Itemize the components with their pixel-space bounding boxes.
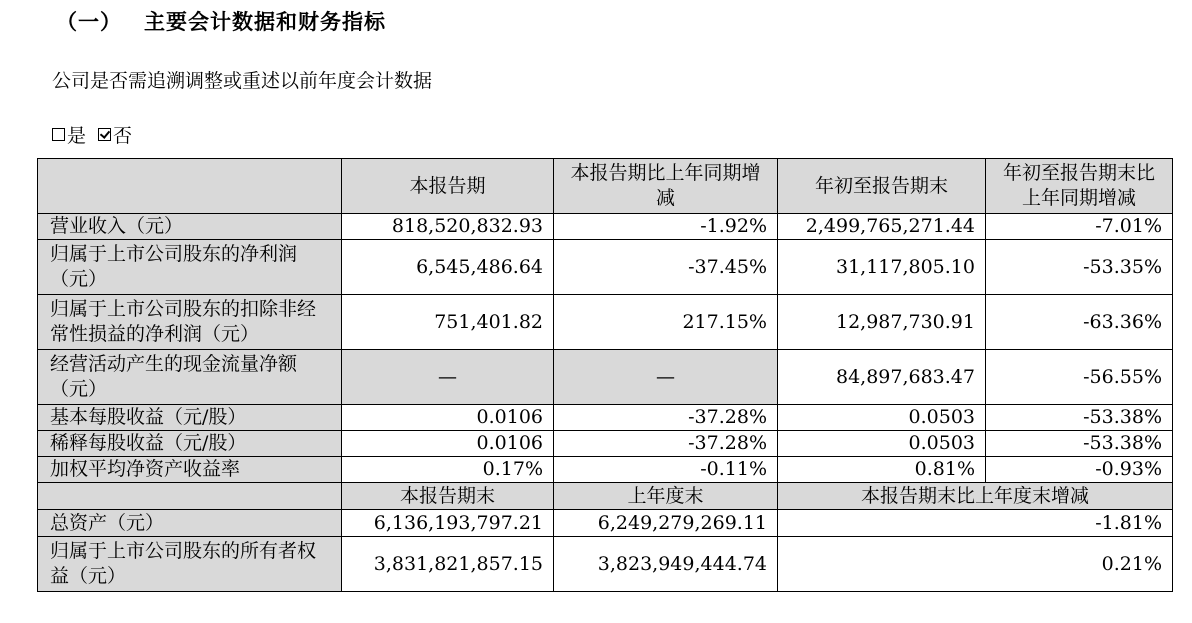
cell-current: 6,545,486.64 <box>342 240 554 295</box>
cell-current-change: 217.15% <box>554 295 778 350</box>
cell-ytd-change: -53.38% <box>986 431 1173 457</box>
table-row <box>38 295 1173 350</box>
row-label: 归属于上市公司股东的净利润（元） <box>38 240 342 295</box>
cell-ytd: 31,117,805.10 <box>778 240 986 295</box>
cell-ytd: 84,897,683.47 <box>778 350 986 405</box>
row-label: 总资产（元） <box>38 510 342 537</box>
row-label: 营业收入（元） <box>38 214 342 240</box>
row-label: 稀释每股收益（元/股） <box>38 431 342 457</box>
cell-current: 0.17% <box>342 457 554 483</box>
cell-ytd-change: -53.38% <box>986 405 1173 431</box>
table-row <box>38 457 1173 483</box>
subheader-cell-label <box>38 483 342 510</box>
cell-current-change: -37.45% <box>554 240 778 295</box>
option-no-label: 否 <box>113 125 133 147</box>
unchecked-box-icon[interactable] <box>52 128 65 141</box>
header-cell-current: 本报告期 <box>342 159 554 214</box>
cell-change: 0.21% <box>778 537 1173 592</box>
table-row <box>38 350 1173 405</box>
cell-current-change: -0.11% <box>554 457 778 483</box>
cell-ytd-change: -7.01% <box>986 214 1173 240</box>
cell-prior-year-end: 3,823,949,444.74 <box>554 537 778 592</box>
option-no[interactable] <box>98 121 132 148</box>
cell-ytd: 12,987,730.91 <box>778 295 986 350</box>
table-row <box>38 537 1173 592</box>
row-label: 经营活动产生的现金流量净额（元） <box>38 350 342 405</box>
subheader-cell-change: 本报告期末比上年度末增减 <box>778 483 1173 510</box>
cell-current-change: -1.92% <box>554 214 778 240</box>
cell-current: 751,401.82 <box>342 295 554 350</box>
restatement-question: 公司是否需追溯调整或重述以前年度会计数据 <box>52 70 433 92</box>
section-title: 主要会计数据和财务指标 <box>144 10 386 34</box>
header-cell-ytd: 年初至报告期末 <box>778 159 986 214</box>
header-cell-current-change: 本报告期比上年同期增减 <box>554 159 778 214</box>
section-heading <box>56 6 386 36</box>
table-row <box>38 405 1173 431</box>
table-row <box>38 240 1173 295</box>
section-number: （一） <box>56 10 122 34</box>
row-label: 加权平均净资产收益率 <box>38 457 342 483</box>
table-header-row <box>38 159 1173 214</box>
table-subheader-row <box>38 483 1173 510</box>
cell-ytd-change: -53.35% <box>986 240 1173 295</box>
cell-current-change: -37.28% <box>554 431 778 457</box>
subheader-cell-period-end: 本报告期末 <box>342 483 554 510</box>
cell-ytd: 0.0503 <box>778 405 986 431</box>
cell-ytd-change: -0.93% <box>986 457 1173 483</box>
option-yes-label: 是 <box>67 125 87 147</box>
table-row <box>38 214 1173 240</box>
row-label: 归属于上市公司股东的所有者权益（元） <box>38 537 342 592</box>
cell-current-change: -37.28% <box>554 405 778 431</box>
subheader-cell-prior-year-end: 上年度末 <box>554 483 778 510</box>
restatement-options <box>52 121 132 148</box>
table-row <box>38 510 1173 537</box>
cell-change: -1.81% <box>778 510 1173 537</box>
cell-current: 0.0106 <box>342 431 554 457</box>
header-cell-ytd-change: 年初至报告期末比上年同期增减 <box>986 159 1173 214</box>
cell-current-change: — <box>554 350 778 405</box>
cell-ytd-change: -56.55% <box>986 350 1173 405</box>
cell-ytd-change: -63.36% <box>986 295 1173 350</box>
row-label: 基本每股收益（元/股） <box>38 405 342 431</box>
cell-ytd: 2,499,765,271.44 <box>778 214 986 240</box>
cell-period-end: 3,831,821,857.15 <box>342 537 554 592</box>
cell-ytd: 0.81% <box>778 457 986 483</box>
cell-ytd: 0.0503 <box>778 431 986 457</box>
row-label: 归属于上市公司股东的扣除非经常性损益的净利润（元） <box>38 295 342 350</box>
cell-period-end: 6,136,193,797.21 <box>342 510 554 537</box>
cell-current: 818,520,832.93 <box>342 214 554 240</box>
checked-box-icon[interactable] <box>98 128 111 141</box>
option-yes[interactable] <box>52 121 86 148</box>
financial-data-table <box>37 158 1173 592</box>
table-row <box>38 431 1173 457</box>
header-cell-label <box>38 159 342 214</box>
cell-current: — <box>342 350 554 405</box>
cell-prior-year-end: 6,249,279,269.11 <box>554 510 778 537</box>
cell-current: 0.0106 <box>342 405 554 431</box>
